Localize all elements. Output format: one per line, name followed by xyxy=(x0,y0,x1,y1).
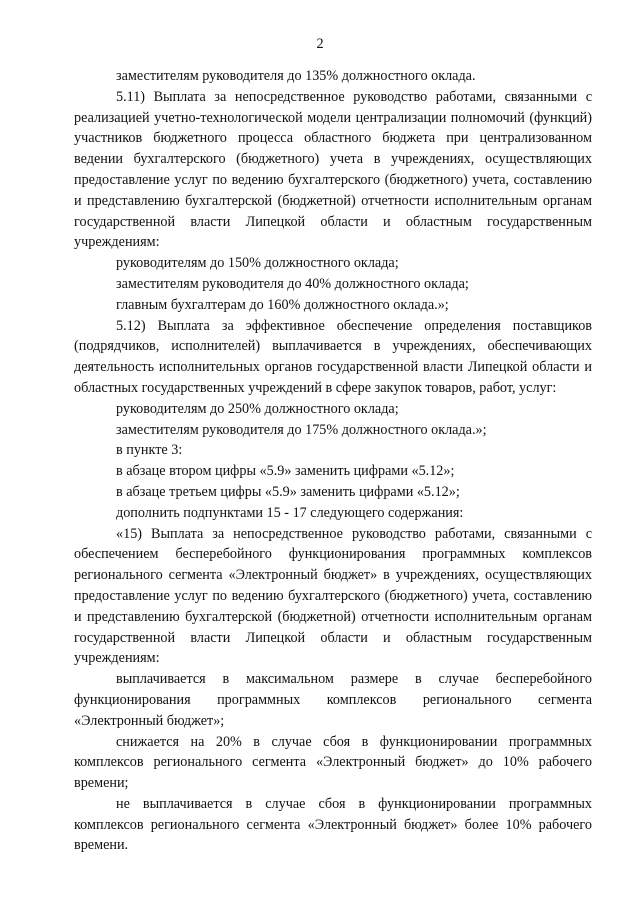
paragraph-2: 5.11) Выплата за непосредственное руководство работами, связанными с реализацией учетно-технологической модели централизации полномочий (функций) участников бюджетного процесса областного бюджета при централизованном ведении бухгалтерского (бюджетного) учета в учреждениях, осуществляющих предоставление услуг по ведению бухгалтерского (бюджетного) учета, составлению и представлению бухгалтерской (бюджетной) отчетности исполнительным органам государственной власти Липецкой области и областным государственным учреждениям: xyxy=(74,88,592,251)
paragraph-14: выплачивается в максимальном размере в случае бесперебойного функционирования программных комплексов регионального сегмента «Электронный бюджет»; xyxy=(74,671,592,729)
paragraph-11: в абзаце третьем цифры «5.9» заменить цифрами «5.12»; xyxy=(116,483,460,500)
paragraph-6: 5.12) Выплата за эффективное обеспечение определения поставщиков (подрядчиков, исполнителей) выплачивается в учреждениях, обеспечивающих деятельность исполнительных органов государственной власти Липецкой области и областных государственных учреждений в сфере закупок товаров, работ, услуг: xyxy=(74,317,592,396)
paragraph-12: дополнить подпунктами 15 - 17 следующего содержания: xyxy=(116,504,464,521)
paragraph-8: заместителям руководителя до 175% должностного оклада.»; xyxy=(116,421,487,438)
paragraph-10: в абзаце втором цифры «5.9» заменить цифрами «5.12»; xyxy=(116,463,455,480)
paragraph-4: заместителям руководителя до 40% должностного оклада; xyxy=(116,275,469,292)
paragraph-13: «15) Выплата за непосредственное руководство работами, связанными с обеспечением бесперебойного функционирования программных комплексов регионального сегмента «Электронный бюджет» в учреждениях, осуществляющих предоставление услуг по ведению бухгалтерского (бюджетного) учета, составлению и представлению бухгалтерской (бюджетной) отчетности исполнительным органам государственной власти Липецкой области и областным государственным учреждениям: xyxy=(74,525,592,667)
paragraph-3: руководителям до 150% должностного оклада; xyxy=(116,255,399,272)
paragraph-5: главным бухгалтерам до 160% должностного оклада.»; xyxy=(116,296,449,313)
paragraph-7: руководителям до 250% должностного оклада; xyxy=(116,400,399,417)
document-body xyxy=(74,66,592,856)
paragraph-16: не выплачивается в случае сбоя в функционировании программных комплексов регионального сегмента «Электронный бюджет» более 10% рабочего времени. xyxy=(74,795,592,854)
paragraph-1: заместителям руководителя до 135% должностного оклада. xyxy=(116,68,476,84)
page-number: 2 xyxy=(316,36,324,52)
paragraph-15: снижается на 20% в случае сбоя в функционировании программных комплексов регионального сегмента «Электронный бюджет» до 10% рабочего времени; xyxy=(74,733,592,792)
paragraph-9: в пункте 3: xyxy=(116,442,183,459)
